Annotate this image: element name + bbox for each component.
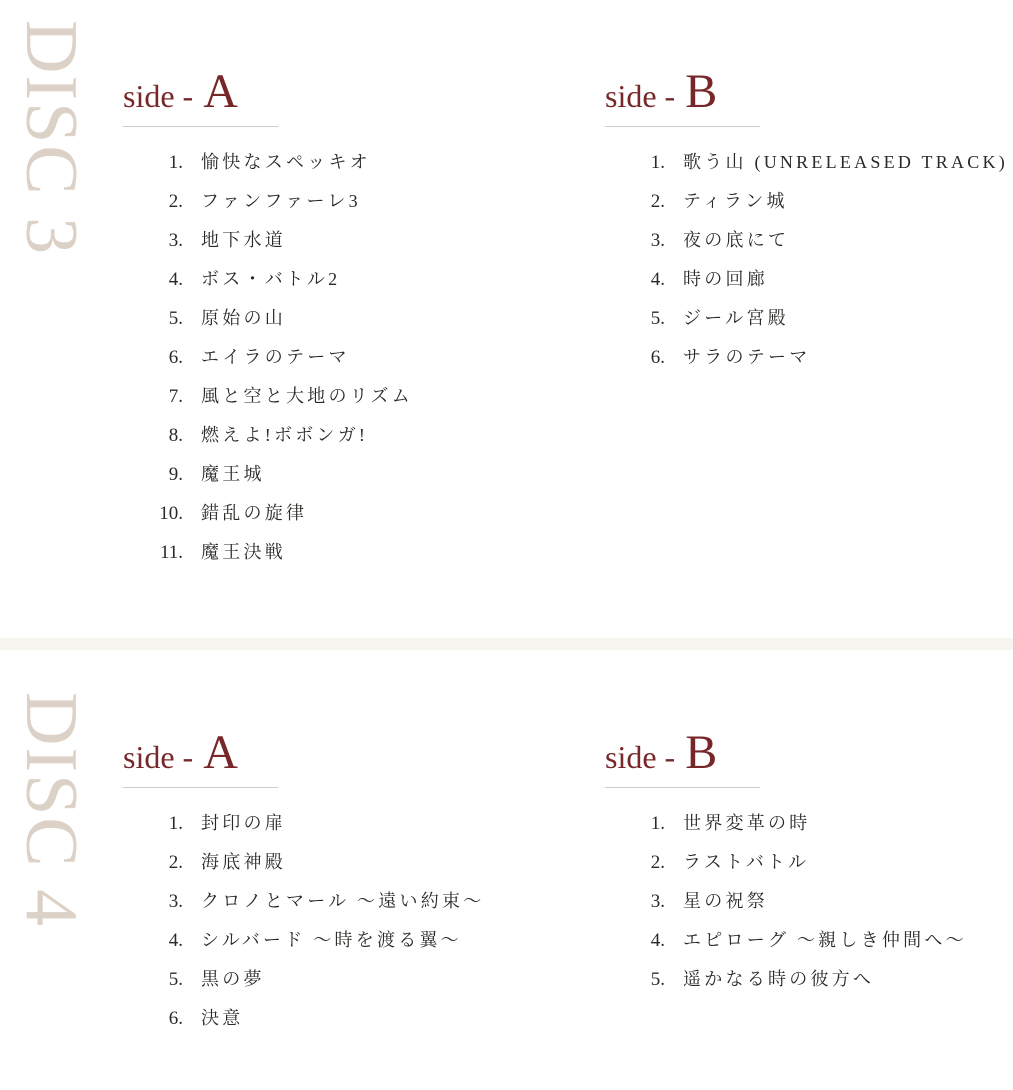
track-item (123, 804, 528, 843)
track-title: クロノとマール ～遠い約束～ (201, 891, 485, 911)
side-heading-prefix: side - (605, 739, 676, 775)
disc-4-vertical-label: DISC 4 (10, 692, 92, 929)
track-number: 1. (650, 813, 665, 834)
track-title: エピローグ ～親しき仲間へ～ (683, 930, 967, 950)
track-title: 遥かなる時の彼方へ (683, 969, 875, 989)
track-item (123, 299, 528, 338)
track-item (123, 960, 528, 999)
track-number: 3. (168, 230, 183, 251)
track-item (123, 455, 528, 494)
track-number: 5. (650, 969, 665, 990)
disc-3-side-a-tracklist (123, 143, 528, 572)
track-title: 海底神殿 (201, 852, 286, 872)
disc-3-vertical-label: DISC 3 (10, 20, 92, 257)
track-item (123, 182, 528, 221)
track-title: 時の回廊 (683, 269, 768, 289)
track-number: 11. (159, 542, 183, 563)
track-item (605, 338, 1010, 377)
track-item (123, 843, 528, 882)
track-item (605, 143, 1010, 182)
disc-4-side-b-column (605, 726, 1010, 999)
disc-3-side-b-tracklist (605, 143, 1010, 377)
track-title: 愉快なスペッキオ (201, 152, 371, 172)
track-title: 世界変革の時 (683, 813, 811, 833)
track-title: ファンファーレ3 (201, 191, 361, 211)
track-item (123, 416, 528, 455)
track-item (605, 221, 1010, 260)
side-heading-letter: B (685, 65, 718, 118)
side-heading-letter: B (685, 726, 718, 779)
track-title: 燃えよ!ボボンガ! (201, 425, 369, 445)
track-item (123, 533, 528, 572)
track-item (605, 260, 1010, 299)
track-number: 1. (168, 152, 183, 173)
track-title: 歌う山 (UNRELEASED TRACK) (683, 152, 1008, 172)
disc-4-side-a-tracklist (123, 804, 528, 1038)
track-item (123, 377, 528, 416)
track-number: 4. (650, 930, 665, 951)
track-item (605, 882, 1010, 921)
track-title: サラのテーマ (683, 347, 811, 367)
track-item (123, 338, 528, 377)
section-divider (0, 638, 1013, 650)
track-title: ラストバトル (683, 852, 810, 872)
track-item (123, 143, 528, 182)
disc-4-side-b-tracklist (605, 804, 1010, 999)
track-title: 夜の底にて (683, 230, 790, 250)
track-title: 星の祝祭 (683, 891, 768, 911)
track-number: 4. (168, 269, 183, 290)
track-item (123, 221, 528, 260)
track-item (123, 882, 528, 921)
track-number: 1. (168, 813, 183, 834)
disc-3-side-a-heading (123, 65, 528, 118)
track-title: シルバード ～時を渡る翼～ (201, 930, 462, 950)
track-title: 錯乱の旋律 (201, 503, 308, 523)
track-number: 8. (168, 425, 183, 446)
track-number: 10. (159, 503, 183, 524)
heading-underline (123, 126, 278, 127)
heading-underline (123, 787, 278, 788)
track-title: 決意 (201, 1008, 244, 1028)
track-item (605, 843, 1010, 882)
track-item (605, 299, 1010, 338)
heading-underline (605, 787, 760, 788)
track-number: 6. (168, 347, 183, 368)
track-title: ボス・バトル2 (201, 269, 341, 289)
heading-underline (605, 126, 760, 127)
track-number: 3. (650, 230, 665, 251)
disc-4-side-b-heading (605, 726, 1010, 779)
track-title: ジール宮殿 (683, 308, 789, 328)
track-item (123, 260, 528, 299)
side-heading-prefix: side - (123, 739, 194, 775)
track-title: 黒の夢 (201, 969, 265, 989)
disc-3-side-a-column (123, 65, 528, 572)
track-title: エイラのテーマ (201, 347, 350, 367)
track-number: 5. (168, 308, 183, 329)
track-number: 7. (168, 386, 183, 407)
track-title: 原始の山 (201, 308, 286, 328)
track-item (123, 494, 528, 533)
side-heading-prefix: side - (123, 78, 194, 114)
track-number: 2. (168, 852, 183, 873)
disc-4-side-a-heading (123, 726, 528, 779)
track-number: 1. (650, 152, 665, 173)
disc-3-side-b-column (605, 65, 1010, 377)
track-item (605, 182, 1010, 221)
track-number: 3. (650, 891, 665, 912)
track-title: 魔王城 (201, 464, 265, 484)
track-number: 4. (650, 269, 665, 290)
track-number: 3. (168, 891, 183, 912)
track-title: 地下水道 (201, 230, 286, 250)
track-number: 6. (168, 1008, 183, 1029)
side-heading-letter: A (203, 726, 238, 779)
disc-4-side-a-column (123, 726, 528, 1038)
track-title: 風と空と大地のリズム (201, 386, 414, 406)
track-item (123, 921, 528, 960)
side-heading-prefix: side - (605, 78, 676, 114)
track-number: 9. (168, 464, 183, 485)
track-number: 6. (650, 347, 665, 368)
track-title: 封印の扉 (201, 813, 286, 833)
track-item (605, 921, 1010, 960)
track-item (605, 804, 1010, 843)
track-number: 2. (168, 191, 183, 212)
track-number: 2. (650, 852, 665, 873)
track-number: 2. (650, 191, 665, 212)
track-title: 魔王決戦 (201, 542, 286, 562)
track-item (605, 960, 1010, 999)
track-title: ティラン城 (683, 191, 788, 211)
disc-3-side-b-heading (605, 65, 1010, 118)
track-number: 5. (650, 308, 665, 329)
track-number: 5. (168, 969, 183, 990)
side-heading-letter: A (203, 65, 238, 118)
track-item (123, 999, 528, 1038)
track-number: 4. (168, 930, 183, 951)
